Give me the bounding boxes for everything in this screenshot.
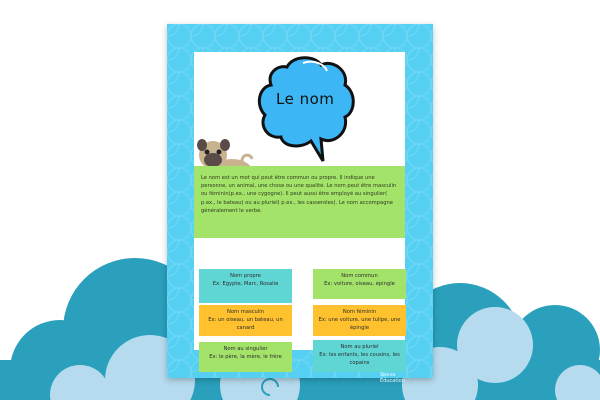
box-nom-commun: [313, 269, 406, 299]
box-example: Ex: un oiseau, un bateau, un canard: [208, 317, 283, 331]
box-nom-singulier: [199, 342, 292, 372]
box-heading: Nom féminin: [342, 309, 377, 315]
definition-text: Le nom est un mot qui peut être commun ou propre. Il indique une personne, un animal, une chose ou une qualité. Le nom peut être masculin ou féminin(p.ex., une cygogne). Il peut aussi être employé au singulier( p.ex., le bateau) ou au pluriel( p.ex., les casseroles). Le nom accompagne généralement le verbe.: [201, 175, 397, 214]
box-example: Ex: voiture, oiseau, épingle: [324, 281, 395, 287]
box-heading: Nom commun: [341, 273, 378, 279]
box-heading: Nom propre: [230, 273, 261, 279]
box-nom-propre: [199, 269, 292, 303]
box-example: Ex: Egypte, Marc, Rosalie: [212, 281, 279, 287]
box-example: Ex: une voiture, une tulipe, une épingle: [318, 317, 401, 331]
box-nom-masculin: [199, 305, 292, 336]
box-nom-feminin: [313, 305, 406, 336]
worksheet-panel: [194, 52, 405, 384]
speech-bubble-icon: [257, 55, 357, 163]
worksheet-card: [167, 24, 433, 384]
box-heading: Nom au singulier: [223, 346, 268, 352]
box-example: Ex: les enfants, les cousins, les copains: [319, 352, 400, 366]
box-example: Ex: le père, la mère, le frère: [209, 354, 282, 360]
definition-block: [194, 166, 405, 238]
box-nom-pluriel: [313, 340, 406, 372]
box-heading: Nom au pluriel: [340, 344, 379, 350]
box-heading: Nom masculin: [226, 309, 264, 315]
credit-text: Seeva Education: [380, 372, 405, 384]
worksheet-title: Le nom: [276, 90, 335, 108]
